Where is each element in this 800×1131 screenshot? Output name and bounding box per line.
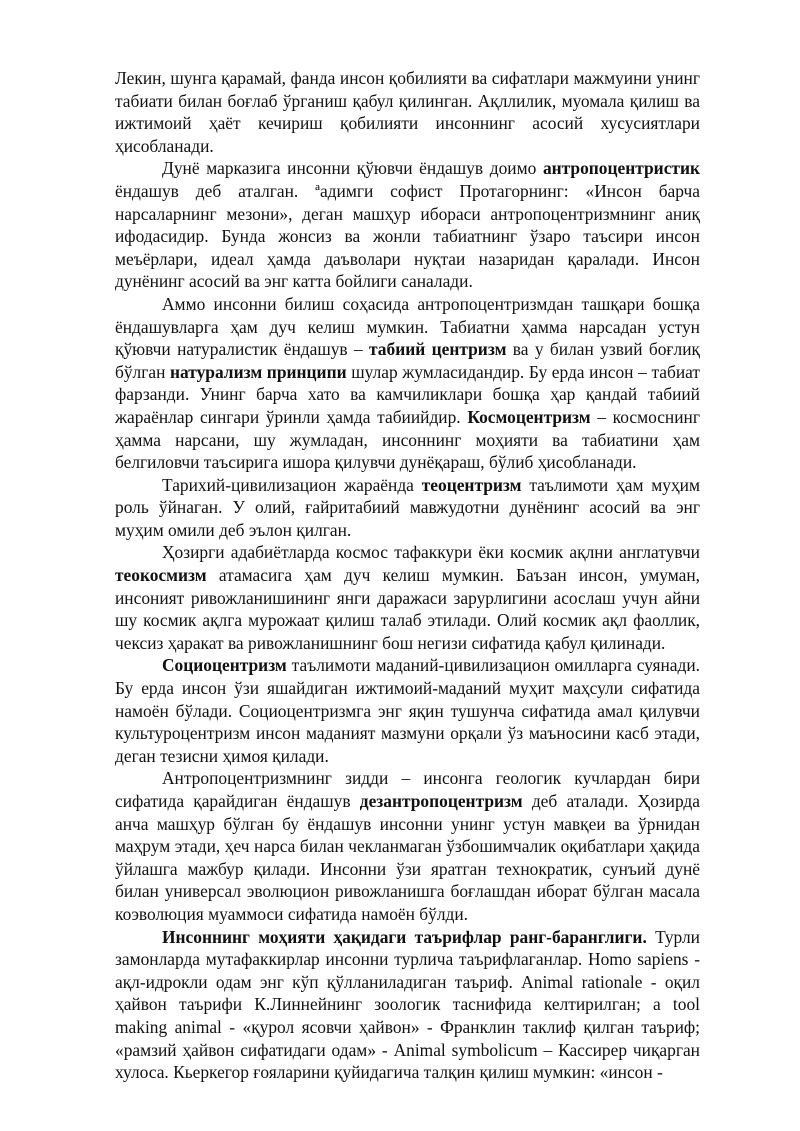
paragraph [115,67,700,157]
paragraph-text: Антропоцентризмнинг зидди – инсонга геологик кучлардан бири сифатида қарайдиган ёндашув [115,768,700,811]
paragraph-text: ва у билан узвий боғлиқ бўлган [115,339,700,382]
paragraph-text: Дунё марказига инсонни қўювчи ёндашув доимо [162,158,543,179]
paragraph [115,654,700,767]
bold-term: табиий центризм [369,339,507,360]
paragraph [115,474,700,542]
paragraph [115,157,700,293]
paragraph [115,293,700,474]
paragraph-text: – космоснинг ҳамма нарсани, шу жумладан, инсоннинг моҳияти ва табиатини ҳам белгиловчи таъсирига ишора қилувчи дунёқараш, бўлиб ҳисобланади. [115,406,700,473]
paragraph-text: Аммо инсонни билиш соҳасида антропоцентризмдан ташқари бошқа ёндашувларга ҳам дуч келиш мумкин. Табиатни ҳамма нарсадан устун қўювчи натуралистик ёндашув – [115,293,700,360]
paragraph-text: Лекин, шунга қарамай, фанда инсон қобилияти ва сифатлари мажмуини унинг табиати билан боғлаб ўрганиш қабул қилинган. Ақллилик, муомала қилиш ва ижтимоий ҳаёт кечириш қобилияти инсоннинг асосий хусусиятлари ҳисобланади. [115,68,700,156]
bold-term: Социоцентризм [162,655,287,676]
paragraph-text: ёндашув деб аталган. ªадимги софист Протагорнинг: «Инсон барча нарсаларнинг мезони», деган машҳур ибораси антропоцентризмнинг аниқ ифодасидир. Бунда жонсиз ва жонли табиатнинг ўзаро таъсири инсон меъёрлари, идеал ҳамда даъволари нуқтаи назаридан қаралади. Инсон дунёнинг асосий ва энг катта бойлиги саналади. [115,180,700,292]
paragraph-text: Тарихий-цивилизацион жараёнда [162,474,422,495]
bold-term: Космоцентризм [467,406,591,427]
paragraph [115,541,700,654]
bold-term: натурализм принципи [170,361,347,382]
paragraph-text: Ҳозирги адабиётларда космос тафаккури ёки космик ақлни англатувчи [162,542,700,563]
bold-term: теоцентризм [421,474,522,495]
document-body [115,67,700,1084]
paragraph-text: атамасига ҳам дуч келиш мумкин. Баъзан инсон, умуман, инсоният ривожланишининг янги даражаси зарурлигини асослаш учун айни шу космик ақлга мурожаат қилиш талаб этилади. Олий космик ақл фаоллик, чексиз ҳаракат ва ривожланишнинг бош негизи сифатида қабул қилинади. [115,565,700,653]
paragraph [115,926,700,1084]
paragraph [115,767,700,925]
bold-term: дезантропоцентризм [359,791,523,811]
bold-term: антропоцентристик [542,158,700,179]
bold-term: теокосмизм [115,565,207,586]
paragraph-text: таълимоти маданий-цивилизацион омилларга суянади. Бу ерда инсон ўзи яшайдиган ижтимоий-маданий муҳит маҳсули сифатида намоён бўлади. Социоцентризмга энг яқин тушунча сифатида амал қилувчи культуроцентризм инсон маданият мазмуни орқали ўз маъносини касб этади, деган тезисни ҳимоя қилади. [115,655,700,766]
paragraph-text: деб аталади. Ҳозирда анча машҳур бўлган бу ёндашув инсонни унинг устун мавқеи ва ўрнидан маҳрум этади, ҳеч нарса билан чекланмаган ўзбошимчалик оқибатлари ҳақида ўйлашга мажбур қилади. Инсонни ўзи яратган технократик, сунъий дунё билан универсал эволюцион ривожланишга боғлашдан иборат бўлган масала коэволюция муаммоси сифатида намоён бўлди. [115,791,700,924]
paragraph-text: шулар жумласидандир. Бу ерда инсон – табиат фарзанди. Унинг барча хато ва камчиликлари бошқа ҳар қандай табиий жараёнлар сингари ўринли ҳамда табиийдир. [115,361,700,427]
bold-term: Инсоннинг моҳияти ҳақидаги таърифлар ранг-баранглиги. [162,926,647,947]
paragraph-text: таълимоти ҳам муҳим роль ўйнаган. У олий, ғайритабиий мавжудотни дунёнинг асосий ва энг муҳим омили деб эълон қилган. [115,474,700,540]
paragraph-text: Турли замонларда мутафаккирлар инсонни турлича таърифлаганлар. Homo sapiens - ақл-идрокли одам энг кўп қўлланиладиган таъриф. Animal rationale - оқил ҳайвон таърифи К.Линнейнинг зоологик таснифида келтирилган; a tool making animal - «қурол ясовчи ҳайвон» - Франклин таклиф қилган таъриф; «рамзий ҳайвон сифатидаги одам» - Animal symbolicum – Кассирер чиқарган хулоса. Кьеркегор ғояларини қуйидагича талқин қилиш мумкин: «инсон - [115,926,700,1083]
